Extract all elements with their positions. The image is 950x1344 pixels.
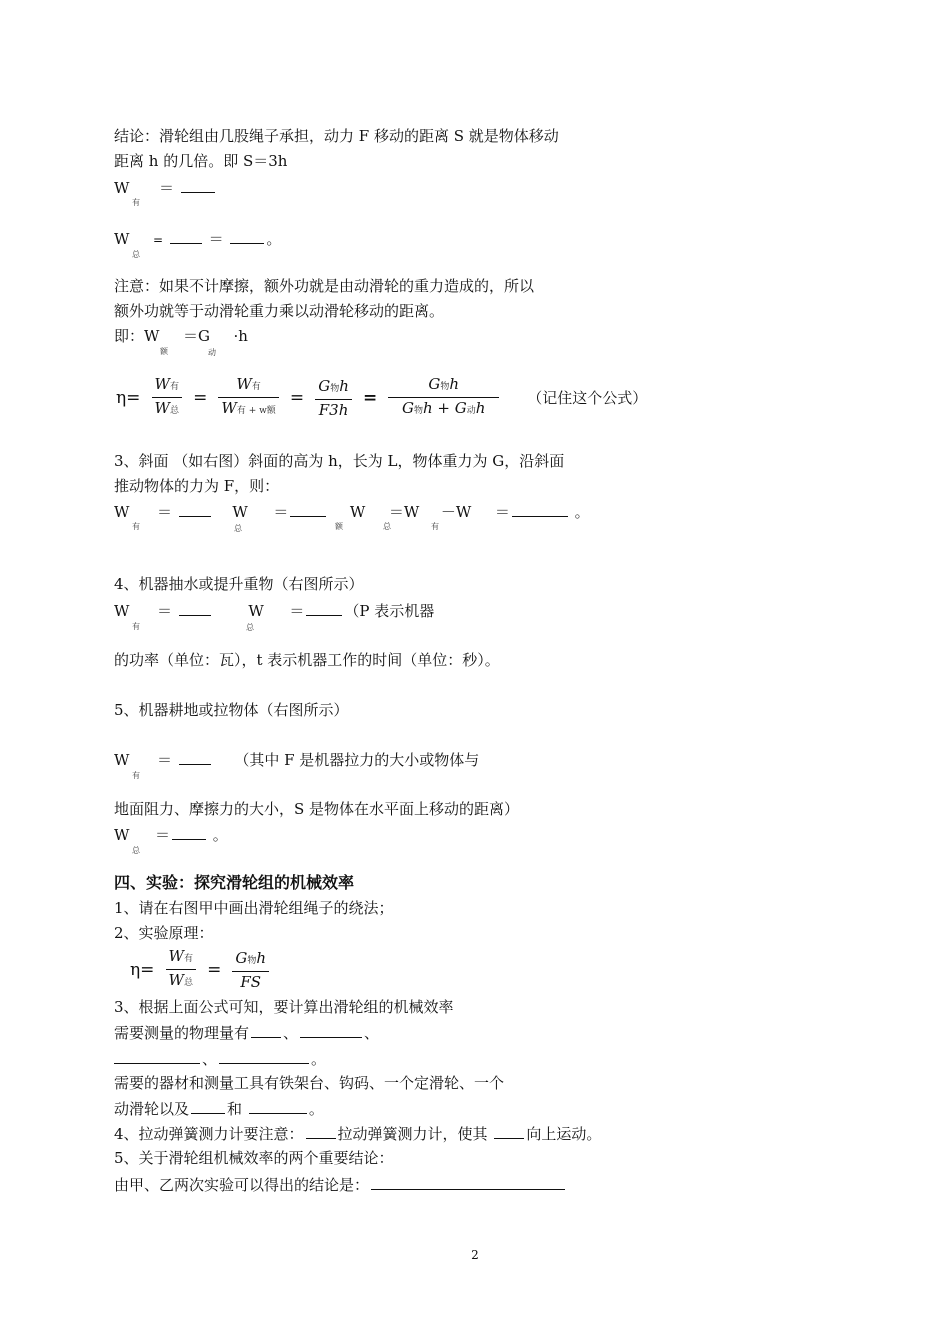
exp-item-5: 5、关于滑轮组机械效率的两个重要结论： <box>114 1149 394 1167</box>
note-formula: 即：W ＝G ·h <box>114 327 248 345</box>
document-page: 结论：滑轮组由几股绳子承担，动力 F 移动的距离 S 就是物体移动 距离 h 的几倍。即 S＝3h W ＝ 有 W = ＝ 。 总 注意：如果不计摩擦，额外功就是由动滑轮的重力造成的，所以 额外功就等于动滑轮重力乘以动滑轮移动的距离。 即：W ＝G ·h 额 动 η= $\frac{\text{W有}}{\text{W总}}$ = $\frac{\text{W有}}{\text{W有 + w额}}$ = $\frac{\text{G物h}}{F3h}$ = $\frac{\text{G物h}}{\text{G物h + G动h}}$ （记住这个公式） 3、斜面 （如右图）斜面的高为 h，长为 L，物体重力为 G，沿斜面 推动物体的力为 F，则： W ＝ W ＝ W ＝W －W ＝ 。 有 总 额 总 有 4、机器抽水或提升重物（右图所示） W ＝ W ＝ （P 表示机器 有 总 的功率（单位：瓦），t 表示机器工作的时间（单位：秒）。 5、机器耕地或拉物体（右图所示） W ＝ （其中 F 是机器拉力的大小或物体与 有 地面阻力、摩擦力的大小，S 是物体在水平面上移动的距离） W ＝ 。 总 四、实验：探究滑轮组的机械效率 1、请在右图甲中画出滑轮组绳子的绕法； 2、实验原理： η= $\frac{\text{W有}}{\text{W总}}$ = $\frac{\text{G物h}}{FS}$ 3、根据上面公式可知，要计算出滑轮组的机械效率 需要测量的物理量有 、 、 、 。 需要的器材和测量工具有铁架台、钩码、一个定滑轮、一个 动滑轮以及 和 。 4、拉动弹簧测力计要注意： 拉动弹簧测力计，使其 向上运动。 5、关于滑轮组机械效率的两个重要结论： 由甲、乙两次实验可以得出的结论是： 2 <box>0 0 950 1344</box>
blank-tool-2[interactable] <box>249 1098 307 1114</box>
fraction-1: $\frac{\text{W有}}{\text{W总}}$ <box>152 374 182 421</box>
blank-w-you[interactable] <box>181 177 215 193</box>
sub-d: 动 <box>208 348 216 357</box>
remember-note: （记住这个公式） <box>527 389 648 407</box>
blank-lift-you[interactable] <box>179 600 211 616</box>
incline-formulas: W ＝ W ＝ W ＝W －W ＝ 。 <box>114 503 590 521</box>
exp-item-2: 2、实验原理： <box>114 924 214 942</box>
blank-pull-manner[interactable] <box>306 1123 336 1139</box>
w-you-formula: W ＝ <box>114 177 217 198</box>
machine-pull-formula: W ＝ （其中 F 是机器拉力的大小或物体与 <box>114 751 480 769</box>
blank-quantity-1[interactable] <box>251 1022 281 1038</box>
machine-lift-line-2: 的功率（单位：瓦），t 表示机器工作的时间（单位：秒）。 <box>114 651 500 669</box>
exp-item-3-line-2: 需要测量的物理量有 、 、 <box>114 1024 380 1042</box>
blank-incline-zong[interactable] <box>290 501 326 517</box>
note-line-2: 额外功就等于动滑轮重力乘以动滑轮移动的距离。 <box>114 302 445 320</box>
machine-lift-title: 4、机器抽水或提升重物（右图所示） <box>114 575 364 593</box>
blank-pull-you[interactable] <box>179 749 211 765</box>
blank-w-zong-1[interactable] <box>170 228 202 244</box>
principle-fraction-1: $\frac{\text{W有}}{\text{W总}}$ <box>166 946 196 993</box>
sub-zong: 总 <box>132 250 140 259</box>
conclusion-line-1: 结论：滑轮组由几股绳子承担，动力 F 移动的距离 S 就是物体移动 <box>114 127 559 145</box>
machine-lift-formulas: W ＝ W ＝ （P 表示机器 <box>114 602 435 620</box>
exp-item-3-line-3: 、 。 <box>114 1048 326 1069</box>
principle-fraction-2: $\frac{\text{G物h}}{FS}$ <box>232 948 269 992</box>
blank-lift-zong[interactable] <box>306 600 342 616</box>
principle-formula: η= $\frac{\text{W有}}{\text{W总}}$ = $\frac{\text{G物h}}{FS}$ <box>128 946 273 993</box>
incline-line-1: 3、斜面 （如右图）斜面的高为 h，长为 L，物体重力为 G，沿斜面 <box>114 452 565 470</box>
blank-w-zong-2[interactable] <box>230 228 264 244</box>
exp-item-3-line-5: 动滑轮以及 和 。 <box>114 1100 324 1118</box>
machine-pull-title: 5、机器耕地或拉物体（右图所示） <box>114 701 349 719</box>
blank-pull-zong[interactable] <box>172 824 206 840</box>
exp-item-3: 3、根据上面公式可知，要计算出滑轮组的机械效率 <box>114 998 454 1016</box>
exp-item-3-line-4: 需要的器材和测量工具有铁架台、钩码、一个定滑轮、一个 <box>114 1074 505 1092</box>
blank-incline-you[interactable] <box>179 501 211 517</box>
exp-item-1: 1、请在右图甲中画出滑轮组绳子的绕法； <box>114 899 394 917</box>
blank-quantity-2[interactable] <box>300 1022 362 1038</box>
note-line-1: 注意：如果不计摩擦，额外功就是由动滑轮的重力造成的，所以 <box>114 277 535 295</box>
blank-conclusion[interactable] <box>371 1174 565 1190</box>
section-heading: 四、实验：探究滑轮组的机械效率 <box>114 873 355 892</box>
w-zong-formula: W = ＝ 。 <box>114 230 282 248</box>
incline-line-2: 推动物体的力为 F，则： <box>114 477 280 495</box>
blank-tool-1[interactable] <box>191 1098 225 1114</box>
sub-you: 有 <box>132 198 140 207</box>
exp-item-4: 4、拉动弹簧测力计要注意： 拉动弹簧测力计，使其 向上运动。 <box>114 1125 602 1143</box>
machine-pull-zong: W ＝ 。 <box>114 826 228 844</box>
blank-quantity-4[interactable] <box>219 1048 309 1064</box>
blank-pull-direction[interactable] <box>494 1123 524 1139</box>
fraction-3: $\frac{\text{G物h}}{F3h}$ <box>315 376 352 420</box>
efficiency-formula: η= $\frac{\text{W有}}{\text{W总}}$ = $\frac{\text{W有}}{\text{W有 + w额}}$ = $\frac{\text{G物h}}{F3h}$ = $\frac{\text{G物h}}{\text{G物h + G动h}}$ （记住这个公式） <box>114 374 647 421</box>
conclusion-line-2: 距离 h 的几倍。即 S＝3h <box>114 152 288 170</box>
blank-incline-e[interactable] <box>512 501 568 517</box>
page-number: 2 <box>471 1248 479 1262</box>
fraction-4: $\frac{\text{G物h}}{\text{G物h + G动h}}$ <box>388 374 499 421</box>
machine-pull-line-2: 地面阻力、摩擦力的大小，S 是物体在水平面上移动的距离） <box>114 800 520 818</box>
exp-item-5-line-2: 由甲、乙两次实验可以得出的结论是： <box>114 1174 567 1195</box>
sub-e: 额 <box>160 347 168 356</box>
blank-quantity-3[interactable] <box>114 1048 200 1064</box>
fraction-2: $\frac{\text{W有}}{\text{W有 + w额}}$ <box>218 374 278 421</box>
